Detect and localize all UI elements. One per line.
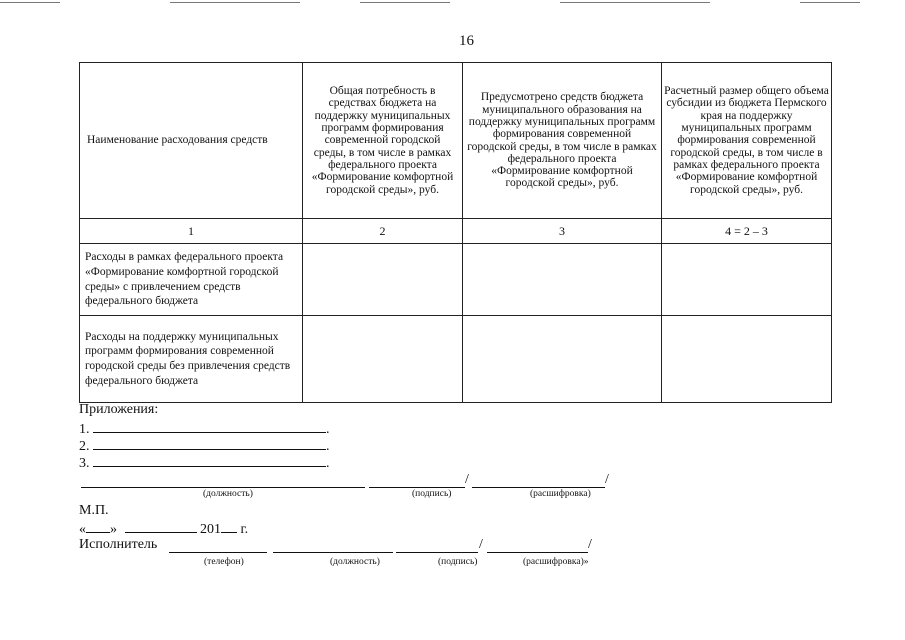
column-number-row [80,219,832,244]
executor-signature-caption: (подпись) [438,557,478,567]
month-field[interactable] [125,521,197,533]
scan-border-line [560,2,710,3]
table-row [80,316,832,403]
attachment-number: 3. [79,456,90,471]
scan-border-line [360,2,450,3]
executor-signature-field[interactable] [396,552,478,553]
signature-field[interactable] [369,487,465,488]
column-number: 1 [80,219,303,244]
page-number: 16 [459,33,474,49]
attachment-field[interactable] [93,438,326,450]
table-cell[interactable] [303,244,463,316]
signature-caption: (подпись) [412,489,452,499]
scan-border-line [170,2,300,3]
attachment-item: 3. . [79,456,330,471]
table-cell[interactable] [662,316,832,403]
column-header: Общая потребность в средствах бюджета на поддержку муниципальных программ формирования современной городской среды, в том числе в рамках федерального проекта «Формирование комфортной городской среды», руб. [303,63,463,219]
full-name-caption: (расшифровка) [530,489,591,499]
executor-position-caption: (должность) [330,557,380,567]
year-suffix: г. [240,522,249,537]
signature-separator: / [605,472,609,487]
row-label: Расходы в рамках федерального проекта «Формирование комфортной городской среды» с привлечением средств федерального бюджета [80,244,303,316]
scan-border-line [0,2,60,3]
date-line: « » 201 г. [79,522,249,537]
executor-position-field[interactable] [273,552,393,553]
phone-caption: (телефон) [204,557,244,567]
table-cell[interactable] [463,316,662,403]
year-prefix: 201 [200,522,221,537]
column-number: 4 = 2 – 3 [662,219,832,244]
signature-separator: / [465,472,469,487]
attachment-number: 1. [79,422,90,437]
column-header: Предусмотрено средств бюджета муниципального образования на поддержку муниципальных программ формирования современной городской среды, в том числе в рамках федерального проекта «Формирование комфортной городской среды», руб. [463,63,662,219]
full-name-field[interactable] [472,487,605,488]
attachment-field[interactable] [93,421,326,433]
table-header-row [80,63,832,219]
table-cell[interactable] [662,244,832,316]
budget-table [79,62,832,403]
executor-label: Исполнитель [79,537,158,552]
position-caption: (должность) [203,489,253,499]
attachment-field[interactable] [93,455,326,467]
column-number: 3 [463,219,662,244]
table-cell[interactable] [463,244,662,316]
attachment-number: 2. [79,439,90,454]
stamp-label: М.П. [79,503,109,518]
day-field[interactable] [86,521,110,533]
column-header: Расчетный размер общего объема субсидии из бюджета Пермского края на поддержку муниципальных программ формирования современной городской среды, в том числе в рамках федерального проекта «Формирование комфортной городской среды», руб. [662,63,832,219]
position-field[interactable] [81,487,365,488]
year-field[interactable] [221,521,237,533]
scan-border-line [800,2,860,3]
attachment-item: 2. . [79,439,330,454]
executor-name-caption: (расшифровка)» [523,557,589,567]
phone-field[interactable] [169,552,267,553]
executor-separator: / [588,537,592,552]
executor-separator: / [479,537,483,552]
table-row [80,244,832,316]
column-header: Наименование расходования средств [80,63,303,219]
table-cell[interactable] [303,316,463,403]
executor-name-field[interactable] [487,552,588,553]
attachments-title: Приложения: [79,402,159,417]
attachment-item: 1. . [79,422,330,437]
column-number: 2 [303,219,463,244]
row-label: Расходы на поддержку муниципальных программ формирования современной городской среды без привлечения средств федерального бюджета [80,316,303,403]
